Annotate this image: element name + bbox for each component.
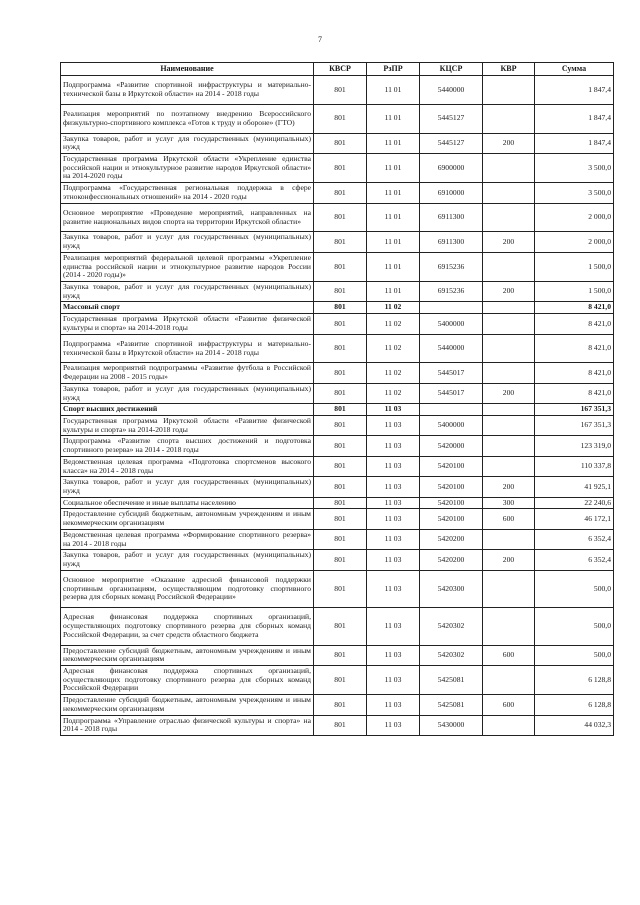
cell-sum: 44 032,3 [535,715,614,735]
cell-rzpr: 11 02 [367,302,420,314]
cell-rzpr: 11 01 [367,232,420,252]
cell-kvsr: 801 [314,252,367,281]
cell-kvsr: 801 [314,363,367,383]
cell-name: Ведомственная целевая программа «Формирование спортивного резерва» на 2014 - 2018 годы [61,529,314,549]
cell-sum: 1 500,0 [535,282,614,302]
cell-kcsr: 5445017 [420,383,483,403]
cell-kcsr: 5420302 [420,645,483,665]
table-row [61,302,614,314]
cell-rzpr: 11 03 [367,436,420,456]
cell-sum: 167 351,3 [535,416,614,436]
cell-kvsr: 801 [314,436,367,456]
cell-name: Массовый спорт [61,302,314,314]
cell-rzpr: 11 03 [367,550,420,570]
cell-rzpr: 11 03 [367,608,420,645]
cell-name: Закупка товаров, работ и услуг для государственных (муниципальных) нужд [61,133,314,153]
cell-name: Закупка товаров, работ и услуг для государственных (муниципальных) нужд [61,550,314,570]
table-row [61,154,614,183]
cell-sum: 2 000,0 [535,232,614,252]
cell-name: Социальное обеспечение и иные выплаты населению [61,497,314,509]
cell-kvsr: 801 [314,314,367,334]
cell-kvsr: 801 [314,302,367,314]
cell-rzpr: 11 03 [367,695,420,715]
cell-kvr [483,104,535,133]
cell-kcsr: 6911300 [420,203,483,232]
cell-kvr: 200 [483,282,535,302]
cell-name: Подпрограмма «Управление отраслью физической культуры и спорта» на 2014 - 2018 годы [61,715,314,735]
cell-kcsr: 5420100 [420,509,483,529]
table-row [61,497,614,509]
cell-kvsr: 801 [314,334,367,363]
cell-rzpr: 11 02 [367,383,420,403]
cell-kcsr: 6910000 [420,183,483,203]
cell-kcsr: 5430000 [420,715,483,735]
cell-rzpr: 11 03 [367,456,420,476]
cell-sum: 8 421,0 [535,302,614,314]
table-row [61,436,614,456]
cell-kvr [483,252,535,281]
table-row [61,183,614,203]
cell-sum: 1 847,4 [535,76,614,105]
cell-kcsr: 5420200 [420,529,483,549]
cell-name: Предоставление субсидий бюджетным, автономным учреждениям и иным некоммерческим организациям [61,695,314,715]
table-row [61,232,614,252]
cell-kvsr: 801 [314,203,367,232]
cell-sum: 110 337,8 [535,456,614,476]
cell-kvr [483,529,535,549]
cell-kvsr: 801 [314,456,367,476]
cell-sum: 6 352,4 [535,550,614,570]
cell-name: Предоставление субсидий бюджетным, автономным учреждениям и иным некоммерческим организациям [61,645,314,665]
cell-rzpr: 11 03 [367,404,420,416]
table-row [61,252,614,281]
cell-sum: 1 500,0 [535,252,614,281]
cell-name: Государственная программа Иркутской области «Развитие физической культуры и спорта» на 2014-2018 годы [61,416,314,436]
cell-kvr [483,314,535,334]
cell-rzpr: 11 02 [367,363,420,383]
cell-kvr [483,334,535,363]
cell-rzpr: 11 01 [367,104,420,133]
cell-kcsr: 5420100 [420,497,483,509]
cell-name: Адресная финансовая поддержка спортивных организаций, осуществляющих подготовку спортивного резерва для сборных команд Российской Федерации [61,666,314,695]
table-row [61,509,614,529]
cell-sum: 167 351,3 [535,404,614,416]
cell-rzpr: 11 01 [367,203,420,232]
table-row [61,695,614,715]
cell-kvsr: 801 [314,608,367,645]
cell-sum: 8 421,0 [535,383,614,403]
cell-kcsr: 5445127 [420,133,483,153]
cell-kvr: 600 [483,509,535,529]
cell-kvsr: 801 [314,666,367,695]
table-row [61,715,614,735]
cell-kcsr: 5400000 [420,314,483,334]
table-row [61,383,614,403]
cell-kcsr: 5420100 [420,477,483,497]
cell-kcsr: 5420100 [420,456,483,476]
table-row [61,416,614,436]
cell-rzpr: 11 03 [367,645,420,665]
cell-kvr: 200 [483,232,535,252]
cell-sum: 8 421,0 [535,334,614,363]
page-number: 7 [318,35,322,44]
cell-sum: 8 421,0 [535,363,614,383]
cell-sum: 6 128,8 [535,695,614,715]
cell-sum: 500,0 [535,570,614,607]
cell-sum: 1 847,4 [535,104,614,133]
cell-kcsr: 5445127 [420,104,483,133]
table-row [61,76,614,105]
cell-name: Закупка товаров, работ и услуг для государственных (муниципальных) нужд [61,383,314,403]
cell-kcsr: 5420300 [420,570,483,607]
cell-kcsr: 5420200 [420,550,483,570]
cell-kcsr: 6915236 [420,282,483,302]
cell-rzpr: 11 03 [367,416,420,436]
table-row [61,529,614,549]
cell-kvr [483,203,535,232]
cell-name: Основное мероприятие «Оказание адресной финансовой поддержки спортивным организациям, осуществляющим подготовку спортивного резерва для сборных команд Российской Федерации» [61,570,314,607]
cell-name: Государственная программа Иркутской области «Укрепление единства российской нации и этнокультурное развитие народов Иркутской области» на 2014-2020 годы [61,154,314,183]
cell-rzpr: 11 03 [367,666,420,695]
cell-kvr: 200 [483,550,535,570]
cell-kcsr: 5400000 [420,416,483,436]
cell-kvr [483,666,535,695]
cell-sum: 6 128,8 [535,666,614,695]
cell-rzpr: 11 02 [367,314,420,334]
cell-name: Закупка товаров, работ и услуг для государственных (муниципальных) нужд [61,477,314,497]
table-row [61,282,614,302]
table-row [61,133,614,153]
cell-sum: 22 240,6 [535,497,614,509]
cell-name: Реализация мероприятий по поэтапному внедрению Всероссийского физкультурно-спортивного комплекса «Готов к труду и обороне» (ГТО) [61,104,314,133]
cell-kvsr: 801 [314,550,367,570]
cell-rzpr: 11 03 [367,497,420,509]
cell-rzpr: 11 03 [367,715,420,735]
cell-name: Предоставление субсидий бюджетным, автономным учреждениям и иным некоммерческим организациям [61,509,314,529]
table-row [61,404,614,416]
cell-kvsr: 801 [314,232,367,252]
cell-kvr [483,76,535,105]
cell-kcsr: 5420000 [420,436,483,456]
table-row [61,456,614,476]
header-name: Наименование [61,63,314,76]
cell-rzpr: 11 01 [367,133,420,153]
cell-sum: 46 172,1 [535,509,614,529]
cell-kvsr: 801 [314,133,367,153]
cell-sum: 3 500,0 [535,183,614,203]
cell-kcsr [420,404,483,416]
cell-kvsr: 801 [314,509,367,529]
cell-kcsr: 6900000 [420,154,483,183]
cell-kvr [483,302,535,314]
cell-kcsr: 5440000 [420,334,483,363]
table-header-row [61,63,614,76]
cell-kcsr: 5425081 [420,666,483,695]
cell-sum: 2 000,0 [535,203,614,232]
cell-kvr [483,404,535,416]
table-row [61,334,614,363]
cell-name: Основное мероприятие «Проведение мероприятий, направленных на развитие национальных видов спорта на территории Иркутской области» [61,203,314,232]
table-row [61,645,614,665]
cell-name: Подпрограмма «Государственная региональная поддержка в сфере этноконфессиональных отношений» на 2014 - 2020 годы [61,183,314,203]
cell-kvr: 200 [483,383,535,403]
cell-kcsr: 5425081 [420,695,483,715]
cell-kvsr: 801 [314,570,367,607]
cell-sum: 6 352,4 [535,529,614,549]
cell-rzpr: 11 03 [367,509,420,529]
cell-name: Государственная программа Иркутской области «Развитие физической культуры и спорта» на 2014-2018 годы [61,314,314,334]
cell-kvr: 600 [483,695,535,715]
cell-kvr: 200 [483,477,535,497]
cell-kvr [483,608,535,645]
header-kcsr: КЦСР [420,63,483,76]
cell-kcsr: 5420302 [420,608,483,645]
cell-kvr [483,154,535,183]
cell-rzpr: 11 03 [367,570,420,607]
table-row [61,477,614,497]
cell-rzpr: 11 01 [367,154,420,183]
cell-name: Реализация мероприятий федеральной целевой программы «Укрепление единства российской нации и этнокультурное развитие народов России (2014 - 2020 годы)» [61,252,314,281]
cell-sum: 3 500,0 [535,154,614,183]
cell-kvsr: 801 [314,183,367,203]
cell-kvr: 300 [483,497,535,509]
cell-name: Спорт высших достижений [61,404,314,416]
cell-rzpr: 11 01 [367,252,420,281]
cell-kvr [483,715,535,735]
cell-name: Закупка товаров, работ и услуг для государственных (муниципальных) нужд [61,282,314,302]
header-rzpr: РзПР [367,63,420,76]
cell-kvsr: 801 [314,529,367,549]
cell-kvr [483,570,535,607]
table-row [61,608,614,645]
cell-kcsr: 5445017 [420,363,483,383]
cell-rzpr: 11 01 [367,282,420,302]
table-row [61,363,614,383]
cell-kcsr: 6911300 [420,232,483,252]
cell-sum: 41 925,1 [535,477,614,497]
cell-rzpr: 11 02 [367,334,420,363]
cell-kcsr: 5440000 [420,76,483,105]
cell-sum: 123 319,0 [535,436,614,456]
cell-kcsr: 6915236 [420,252,483,281]
cell-rzpr: 11 01 [367,183,420,203]
cell-kvsr: 801 [314,645,367,665]
cell-name: Закупка товаров, работ и услуг для государственных (муниципальных) нужд [61,232,314,252]
cell-sum: 8 421,0 [535,314,614,334]
cell-name: Подпрограмма «Развитие спорта высших достижений и подготовка спортивного резерва» на 2014 - 2018 годы [61,436,314,456]
cell-kvsr: 801 [314,383,367,403]
cell-name: Подпрограмма «Развитие спортивной инфраструктуры и материально- технической базы в Иркутской области» на 2014 - 2018 годы [61,334,314,363]
cell-sum: 500,0 [535,608,614,645]
cell-kvr: 600 [483,645,535,665]
cell-kvsr: 801 [314,497,367,509]
cell-rzpr: 11 03 [367,477,420,497]
cell-kvr [483,416,535,436]
table-row [61,550,614,570]
cell-kvr [483,436,535,456]
cell-kvsr: 801 [314,477,367,497]
table-row [61,104,614,133]
header-sum: Сумма [535,63,614,76]
table-row [61,203,614,232]
table-row [61,314,614,334]
cell-kvr [483,183,535,203]
cell-kvsr: 801 [314,104,367,133]
cell-kvsr: 801 [314,282,367,302]
cell-kvr [483,456,535,476]
cell-name: Адресная финансовая поддержка спортивных организаций, осуществляющих подготовку спортивного резерва для сборных команд Российской Федерации, за счет средств областного бюджета [61,608,314,645]
cell-name: Ведомственная целевая программа «Подготовка спортсменов высокого класса» на 2014 - 2018 годы [61,456,314,476]
cell-rzpr: 11 03 [367,529,420,549]
cell-kvsr: 801 [314,404,367,416]
cell-kcsr [420,302,483,314]
budget-table [60,62,614,736]
cell-kvsr: 801 [314,715,367,735]
table-row [61,570,614,607]
header-kvsr: КВСР [314,63,367,76]
cell-sum: 1 847,4 [535,133,614,153]
cell-rzpr: 11 01 [367,76,420,105]
cell-kvsr: 801 [314,76,367,105]
cell-name: Реализация мероприятий подпрограммы «Развитие футбола в Российской Федерации на 2008 - 2015 годы» [61,363,314,383]
cell-kvsr: 801 [314,416,367,436]
header-kvr: КВР [483,63,535,76]
cell-kvr [483,363,535,383]
table-row [61,666,614,695]
cell-name: Подпрограмма «Развитие спортивной инфраструктуры и материально- технической базы в Иркутской области» на 2014 - 2018 годы [61,76,314,105]
cell-kvsr: 801 [314,695,367,715]
cell-kvsr: 801 [314,154,367,183]
cell-sum: 500,0 [535,645,614,665]
cell-kvr: 200 [483,133,535,153]
